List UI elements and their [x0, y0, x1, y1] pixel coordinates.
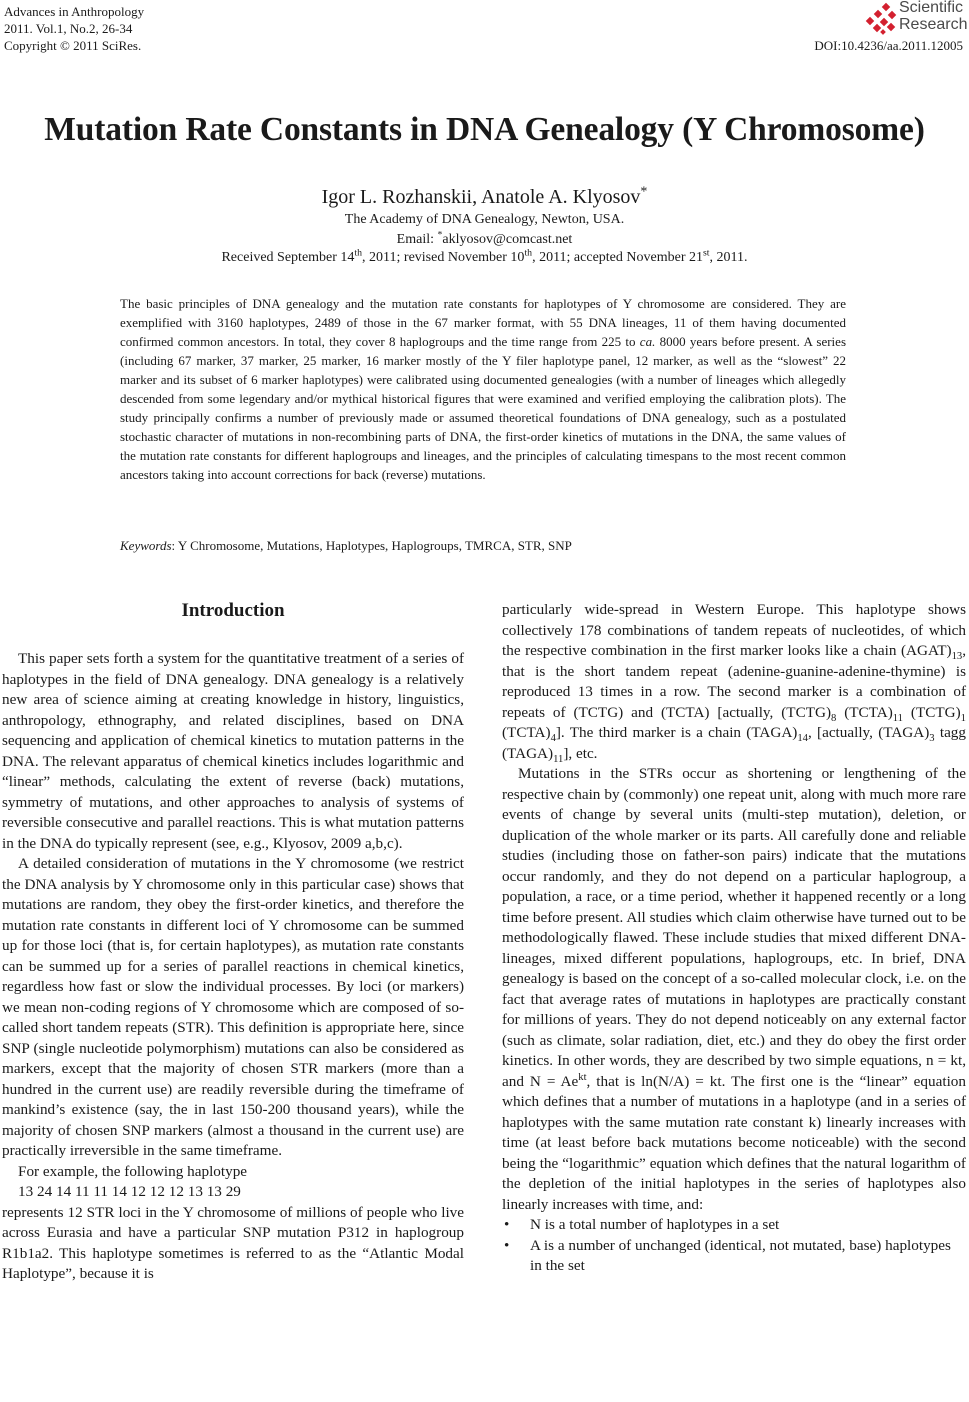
list-item: • A is a number of unchanged (identical, not mutated, base) haplotypes in the set [504, 1236, 951, 1274]
section-heading: Introduction [181, 600, 285, 621]
bullet-icon: • [504, 1236, 510, 1254]
keywords: Keywords: Y Chromosome, Mutations, Haplotypes, Haplogroups, TMRCA, STR, SNP [120, 538, 572, 553]
logo-mark-icon [865, 4, 897, 34]
journal-name: Advances in Anthropology [4, 4, 145, 19]
email-link[interactable]: aklyosov@comcast.net [442, 232, 573, 247]
haplotype-example: 13 24 14 11 11 14 12 12 12 13 13 29 [18, 1183, 241, 1200]
paragraph: For example, the following haplotype [18, 1162, 248, 1180]
scientific-research-logo [865, 0, 968, 36]
bullet-icon: • [504, 1216, 510, 1233]
left-column [2, 649, 464, 1285]
paragraph: This paper sets forth a system for the quantitative treatment of a series of haplotypes in the field of DNA genealogy. DNA genealogy is a relatively new area of science aiming at creating knowledge in history, linguistics, anthropology, ethnography, and related disciplines, based on DNA sequencing and application of chemical kinetics to mutation patterns in the DNA. The relevant apparatus of chemical kinetics includes logarithmic and “linear” methods, calculating the extent of reverse (back) mutations, symmetry of mutations, and other approaches to analysis of systems of reversible consecutive and parallel reactions. This is what mutation patterns in the DNA do typically represent (see, e.g., Klyosov, 2009 a,b,c). [2, 650, 464, 852]
doi: DOI:10.4236/aa.2011.12005 [814, 38, 963, 53]
authors: Igor L. Rozhanskii, Anatole A. Klyosov* [321, 184, 648, 208]
definition-list [502, 1215, 966, 1277]
list-item: • N is a total number of haplotypes in a set [502, 1215, 966, 1236]
paper-title: Mutation Rate Constants in DNA Genealogy (Y Chromosome) [44, 111, 925, 148]
right-column [502, 600, 966, 1277]
keywords-label: Keywords [120, 538, 172, 553]
journal-volume: 2011. Vol.1, No.2, 26-34 [4, 21, 133, 36]
paragraph: Mutations in the STRs occur as shortening or lengthening of the respective chain by (commonly) one repeat unit, along with much more rare events of change by several units (multi-step mutation), deletion, or duplication of the whole marker or its parts. All carefully done and reliable studies (including those on father-son pairs) indicate that the mutations occur randomly, and they do not depend on a particular haplogroup, a population, a race, or a time period, whether it happened recently or a long time before present. All studies which claim otherwise have turned out to be methodologically flawed. These include studies that mixed different DNA-lineages, mixed different populations, haplogroups, etc. In brief, DNA genealogy is based on the concept of a so-called molecular clock, i.e. on the fact that average rates of mutations in haplotypes are practically constant for millions of years. They do not depend noticeably on any external factor (such as climate, solar radiation, diet, etc.) and they do obey the first order kinetics. In other words, they are described by two simple equations, n = kt, and $N = Ae^{kt}$, that is ln(N/A) = kt. The first one is the “linear” equation which defines that a number of mutations in a haplotype (and in a series of haplotypes with the same mutation rate constant k) linearly increases with time (at least before back mutations become noticeable) with the second being the “logarithmic” equation which defines that the natural logarithm of the depletion of the initial haplotypes in the series of haplotypes also linearly increases with time, and: [502, 765, 966, 1213]
received-dates: Received September 14th, 2011; revised November 10th, 2011; accepted November 21st, 2011. [221, 247, 748, 265]
paragraph: represents 12 STR loci in the Y chromosome of millions of people who live across Eurasia and have a particular SNP mutation P312 in haplogroup R1b1a2. This haplotype sometimes is referred to as the “Atlantic Modal Haplotype”, because it is [2, 1203, 464, 1282]
copyright: Copyright © 2011 SciRes. [4, 38, 142, 53]
affiliation: The Academy of DNA Genealogy, Newton, USA. [344, 212, 625, 227]
paragraph: A detailed consideration of mutations in the Y chromosome (we restrict the DNA analysis by Y chromosome only in this particular case) shows that mutations are random, they obey the first-order kinetics, and therefore the mutation rate constants in different loci of Y chromosome can be summed up for those loci (that is, for certain haplotypes), as mutation rate constants can be summed up for a series of parallel reactions in chemical kinetics, regardless how fast or slow the individual processes. By loci (or markers) we mean non-coding regions of Y chromosome which are composed of so-called short tandem repeats (STR). This definition is appropriate here, since SNP (single nucleotide polymorphism) mutations can also be considered as markers, except that the majority of chosen STR markers (more than a hundred in the current use) are readily reversible during the timeframe of mankind’s existence (say, the in last 150-200 thousand years), while the majority of chosen SNP markers (almost a thousand in the current use) are practically irreversible in the same timeframe. [2, 855, 464, 1159]
email-line: Email: *aklyosov@comcast.net [396, 229, 573, 247]
logo-wordmark: Scientific Research [899, 0, 968, 33]
journal-header [4, 3, 144, 54]
paragraph: particularly wide-spread in Western Europe. This haplotype shows collectively 178 combinations of tandem repeats of nucleotides, of which the respective combination in the first marker looks like a chain $(AGAT)_{13}$, that is the short tandem repeat (adenine-guanine-adenine-thymine) is reproduced 13 times in a row. The second marker is a combination of repeats of (TCTG) and (TCTA) [actually, $(TCTG)_8$ $(TCTA)_{11}$ $(TCTG)_1$ $(TCTA)_4$]. The third marker is a chain $(TAGA)_{14}$, [actually, $(TAGA)_3$ tagg $(TAGA)_{11}$], etc. [502, 601, 966, 765]
abstract: The basic principles of DNA genealogy and the mutation rate constants for haplotypes of Y chromosome are considered. They are exemplified with 3160 haplotypes, 2489 of those in the 67 marker format, with 55 DNA lineages, 11 of them having documented confirmed common ancestors. In total, they cover 8 haplogroups and the time range from 225 to ca. 8000 years before present. A series (including 67 marker, 37 marker, 25 marker, 16 marker mostly of the Y filer haplotype panel, 12 marker, as well as the “slowest” 22 marker and its subset of 6 marker haplotypes) were calibrated using documented genealogies (with a number of lineages which allegedly descended from some legendary and/or mythical historical figures that were examined and verified employing the calibration plots). The study principally confirms a number of previously made or assumed theoretical foundations of DNA genealogy, such as a postulated stochastic character of mutations in non-recombining parts of DNA, the first-order kinetics of mutations in the DNA, the same values of the mutation rate constants for different haplogroups and lineages, and the principles of calculating timespans to the most recent common ancestors taking into account corrections for back (reverse) mutations. [120, 296, 846, 482]
